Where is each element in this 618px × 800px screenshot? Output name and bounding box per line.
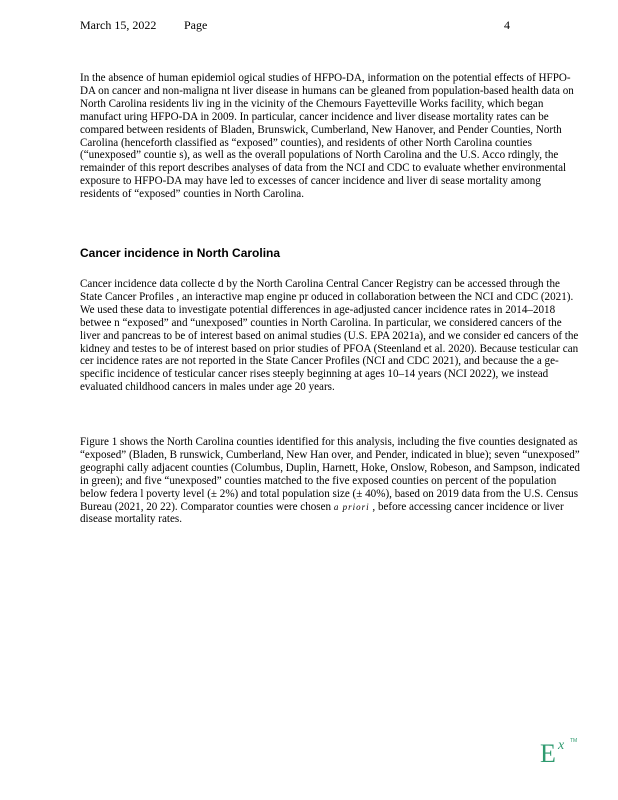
header-page-label: Page: [184, 18, 208, 32]
paragraph-figure-end: , before accessing cancer incidence or liver disease mortality rates.: [80, 500, 564, 526]
header-page-number: 4: [504, 18, 510, 32]
paragraph-figure-description: [80, 436, 580, 526]
section-heading: Cancer incidence in North Carolina: [80, 246, 281, 260]
exponent-logo: [538, 734, 584, 766]
paragraph-figure-text: Figure 1 shows the North Carolina counties identified for this analysis, including the five counties designated as “exposed” (Bladen, B runswick, Cumberland, New Han over, and Pender, indicated in blue); seven “unexposed” geographi cally adjacent counties (Columbus, Duplin, Harnett, Hoke, Onslow, Robeson, and Sampson, indicated in green); and five “unexposed” counties matched to the five exposed counties on percent of the population below federa l poverty level (± 2%) and total population size (± 40%), based on 2019 data from the U.S. Census Bureau (2021, 20 22). Comparator counties were chosen: [80, 436, 580, 513]
paragraph-intro: In the absence of human epidemiol ogical studies of HFPO-DA, information on the potential effects of HFPO-DA on cancer and non-maligna nt liver disease in humans can be gleaned from population-based health data on North Carolina residents liv ing in the vicinity of the Chemours Fayetteville Works facility, which began manufact uring HFPO-DA in 2009. In particular, cancer incidence and liver disease mortality rates can be compared between residents of Bladen, Brunswick, Cumberland, New Hanover, and Pender Counties, North Carolina (henceforth classified as “exposed” counties), and residents of other North Carolina counties (“unexposed” countie s), as well as the overall populations of North Carolina and the U.S. Acco rdingly, the remainder of this report describes analyses of data from the NCI and CDC to evaluate whether environmental exposure to HFPO-DA may have led to excesses of cancer incidence and liver di sease mortality among residents of “exposed” counties in North Carolina.: [80, 72, 574, 201]
svg-text:x: x: [558, 738, 565, 753]
paragraph-figure-italic: a priori: [333, 501, 370, 512]
svg-text:E: E: [540, 739, 556, 766]
header-date: March 15, 2022: [80, 18, 157, 32]
paragraph-cancer-data: Cancer incidence data collecte d by the North Carolina Central Cancer Registry can be accessed through the State Cancer Profiles , an interactive map engine pr oduced in collaboration between the NCI and CDC (2021). We used these data to investigate potential differences in age-adjusted cancer incidence rates in 2014–2018 betwee n “exposed” and “unexposed” counties in North Carolina. In particular, we considered cancers of the liver and pancreas to be of interest based on animal studies (U.S. EPA 2021a), and we consider ed cancers of the kidney and testes to be of interest based on prior studies of PFOA (Steenland et al. 2020). Because testicular can cer incidence rates are not reported in the State Cancer Profiles (NCI and CDC 2021), and because the a ge-specific incidence of testicular cancer rises steeply beginning at ages 10–14 years (NCI 2022), we instead evaluated childhood cancers in males under age 20 years.: [80, 278, 579, 394]
svg-text:TM: TM: [570, 738, 578, 744]
